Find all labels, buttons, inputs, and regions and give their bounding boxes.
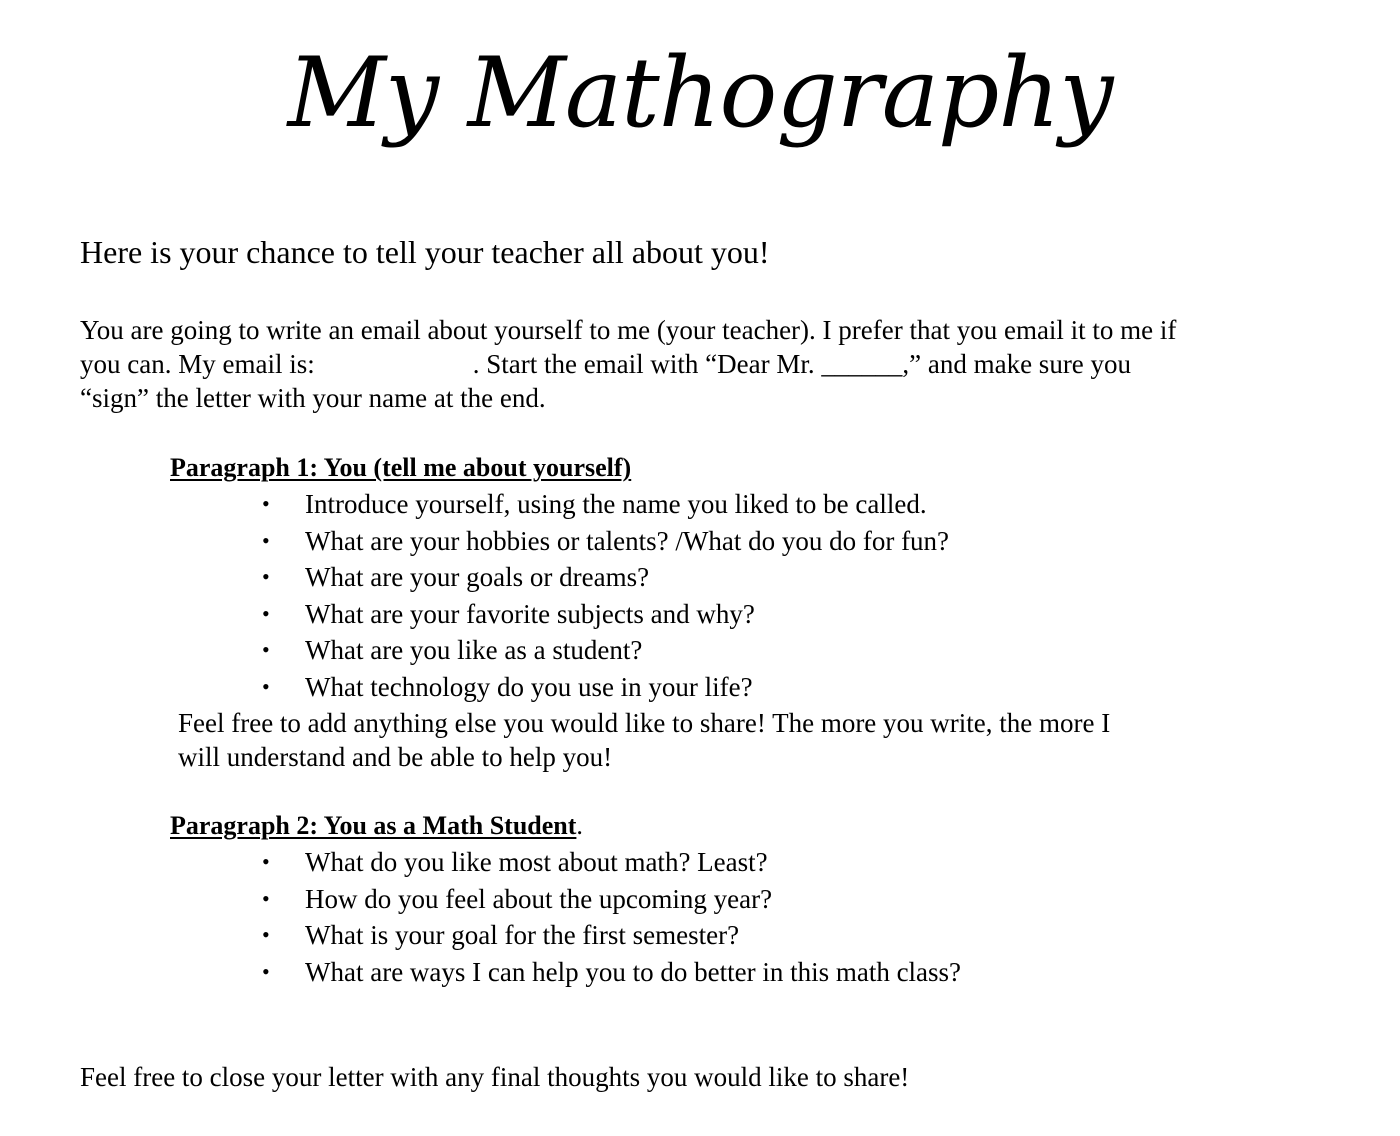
list-item-text: What are your goals or dreams? <box>305 562 650 592</box>
list-item-text: What are you like as a student? <box>305 635 643 665</box>
bullet-icon: • <box>262 958 270 984</box>
instructions-line-1: You are going to write an email about yourself to me (your teacher). I prefer that you email it to me if <box>80 315 1177 345</box>
bullet-icon: • <box>262 527 270 553</box>
bullet-icon: • <box>262 637 270 662</box>
list-item-text: What is your goal for the first semester? <box>305 920 740 950</box>
list-item-text: What are your favorite subjects and why? <box>305 598 755 629</box>
bullet-icon: • <box>262 564 270 589</box>
bullet-icon: • <box>262 673 270 699</box>
paragraph-2-heading <box>170 810 583 842</box>
intro-text: Here is your chance to tell your teacher all about you! <box>80 234 770 270</box>
closing-text: Feel free to close your letter with any final thoughts you would like to share! <box>80 1062 910 1092</box>
instructions-line-2-start: you can. My email is: <box>80 349 315 379</box>
bullet-icon: • <box>262 885 270 911</box>
list-item-text: What are your hobbies or talents? /What do you do for fun? <box>305 525 950 556</box>
list-item-text: How do you feel about the upcoming year? <box>305 883 773 914</box>
list-item-text: What technology do you use in your life? <box>305 671 753 702</box>
paragraph-1-heading-text: Paragraph 1: You (tell me about yourself) <box>170 453 632 482</box>
paragraph-2-heading-period: . <box>576 811 583 840</box>
bullet-icon: • <box>262 491 270 516</box>
bullet-icon: • <box>262 849 270 874</box>
paragraph-1-note <box>178 706 1110 774</box>
list-item-text: What do you like most about math? Least? <box>305 847 768 877</box>
bullet-icon: • <box>262 600 270 626</box>
list-item-text: Introduce yourself, using the name you liked to be called. <box>305 489 927 519</box>
note-line-2: will understand and be able to help you! <box>178 742 613 772</box>
instructions-line-2 <box>80 347 1340 381</box>
paragraph-1-heading <box>170 452 631 484</box>
paragraph-2-heading-text: Paragraph 2: You as a Math Student <box>170 811 577 840</box>
page-title: My Mathography <box>287 37 1113 149</box>
list-item-text: What are ways I can help you to do better in this math class? <box>305 956 962 987</box>
bullet-icon: • <box>262 922 270 947</box>
note-line-1: Feel free to add anything else you would like to share! The more you write, the more I <box>178 708 1111 738</box>
instructions-paragraph <box>80 313 1340 415</box>
instructions-line-2-end: . Start the email with “Dear Mr. ______,” and make sure you <box>472 349 1132 379</box>
instructions-line-3: “sign” the letter with your name at the end. <box>80 383 546 413</box>
